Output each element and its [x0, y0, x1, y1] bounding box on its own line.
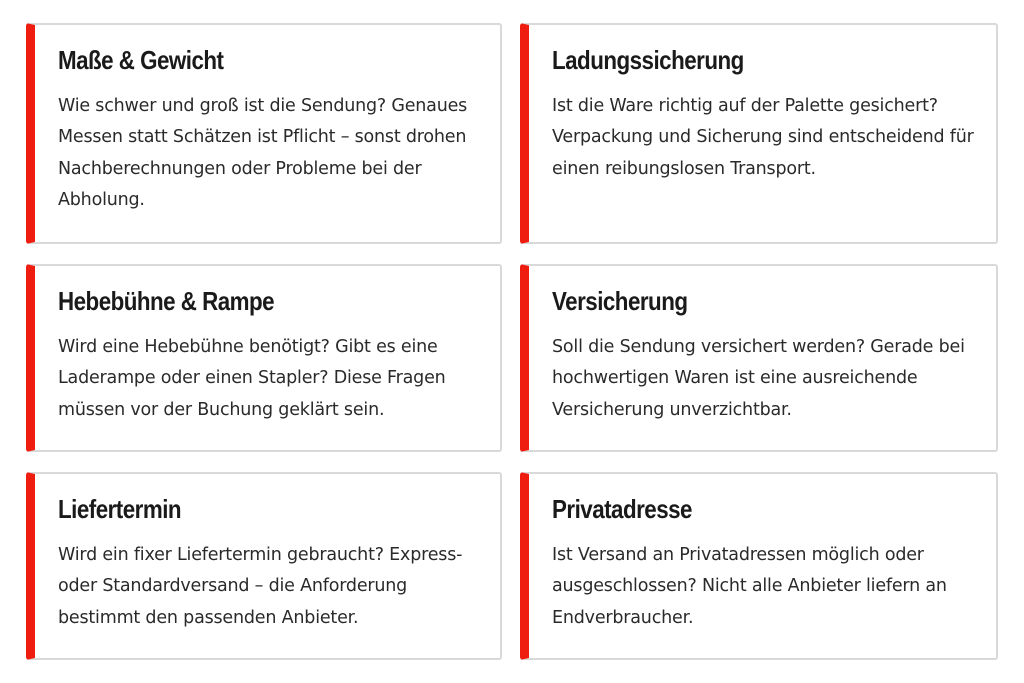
- card-text: Ist Versand an Privatadressen möglich oder ausgeschlossen? Nicht alle Anbieter liefern an Endverbraucher.: [552, 545, 947, 628]
- card-text: Wird ein fixer Liefertermin gebraucht? Express- oder Standardversand – die Anforderung bestimmt den passenden Anbieter.: [58, 545, 463, 628]
- card-title: Versicherung: [552, 286, 688, 316]
- card-liefertermin: [26, 472, 502, 660]
- card-masse-gewicht: [26, 23, 502, 244]
- card-title: Maße & Gewicht: [58, 45, 224, 75]
- card-title: Liefertermin: [58, 494, 182, 524]
- card-privatadresse: [520, 472, 998, 660]
- card-title: Hebebühne & Rampe: [58, 286, 275, 316]
- card-text: Wird eine Hebebühne benötigt? Gibt es eine Laderampe oder einen Stapler? Diese Fragen müssen vor der Buchung geklärt sein.: [58, 337, 446, 420]
- card-title: Ladungssicherung: [552, 45, 744, 75]
- card-text: Ist die Ware richtig auf der Palette gesichert? Verpackung und Sicherung sind entscheidend für einen reibungslosen Transport.: [552, 96, 974, 179]
- card-text: Soll die Sendung versichert werden? Gerade bei hochwertigen Waren ist eine ausreichende Versicherung unverzichtbar.: [552, 337, 965, 420]
- card-ladungssicherung: [520, 23, 998, 244]
- card-title: Privatadresse: [552, 494, 692, 524]
- card-versicherung: [520, 264, 998, 452]
- card-text: Wie schwer und groß ist die Sendung? Genaues Messen statt Schätzen ist Pflicht – sonst drohen Nachberechnungen oder Probleme bei der Abholung.: [58, 96, 468, 210]
- card-hebebuehne-rampe: [26, 264, 502, 452]
